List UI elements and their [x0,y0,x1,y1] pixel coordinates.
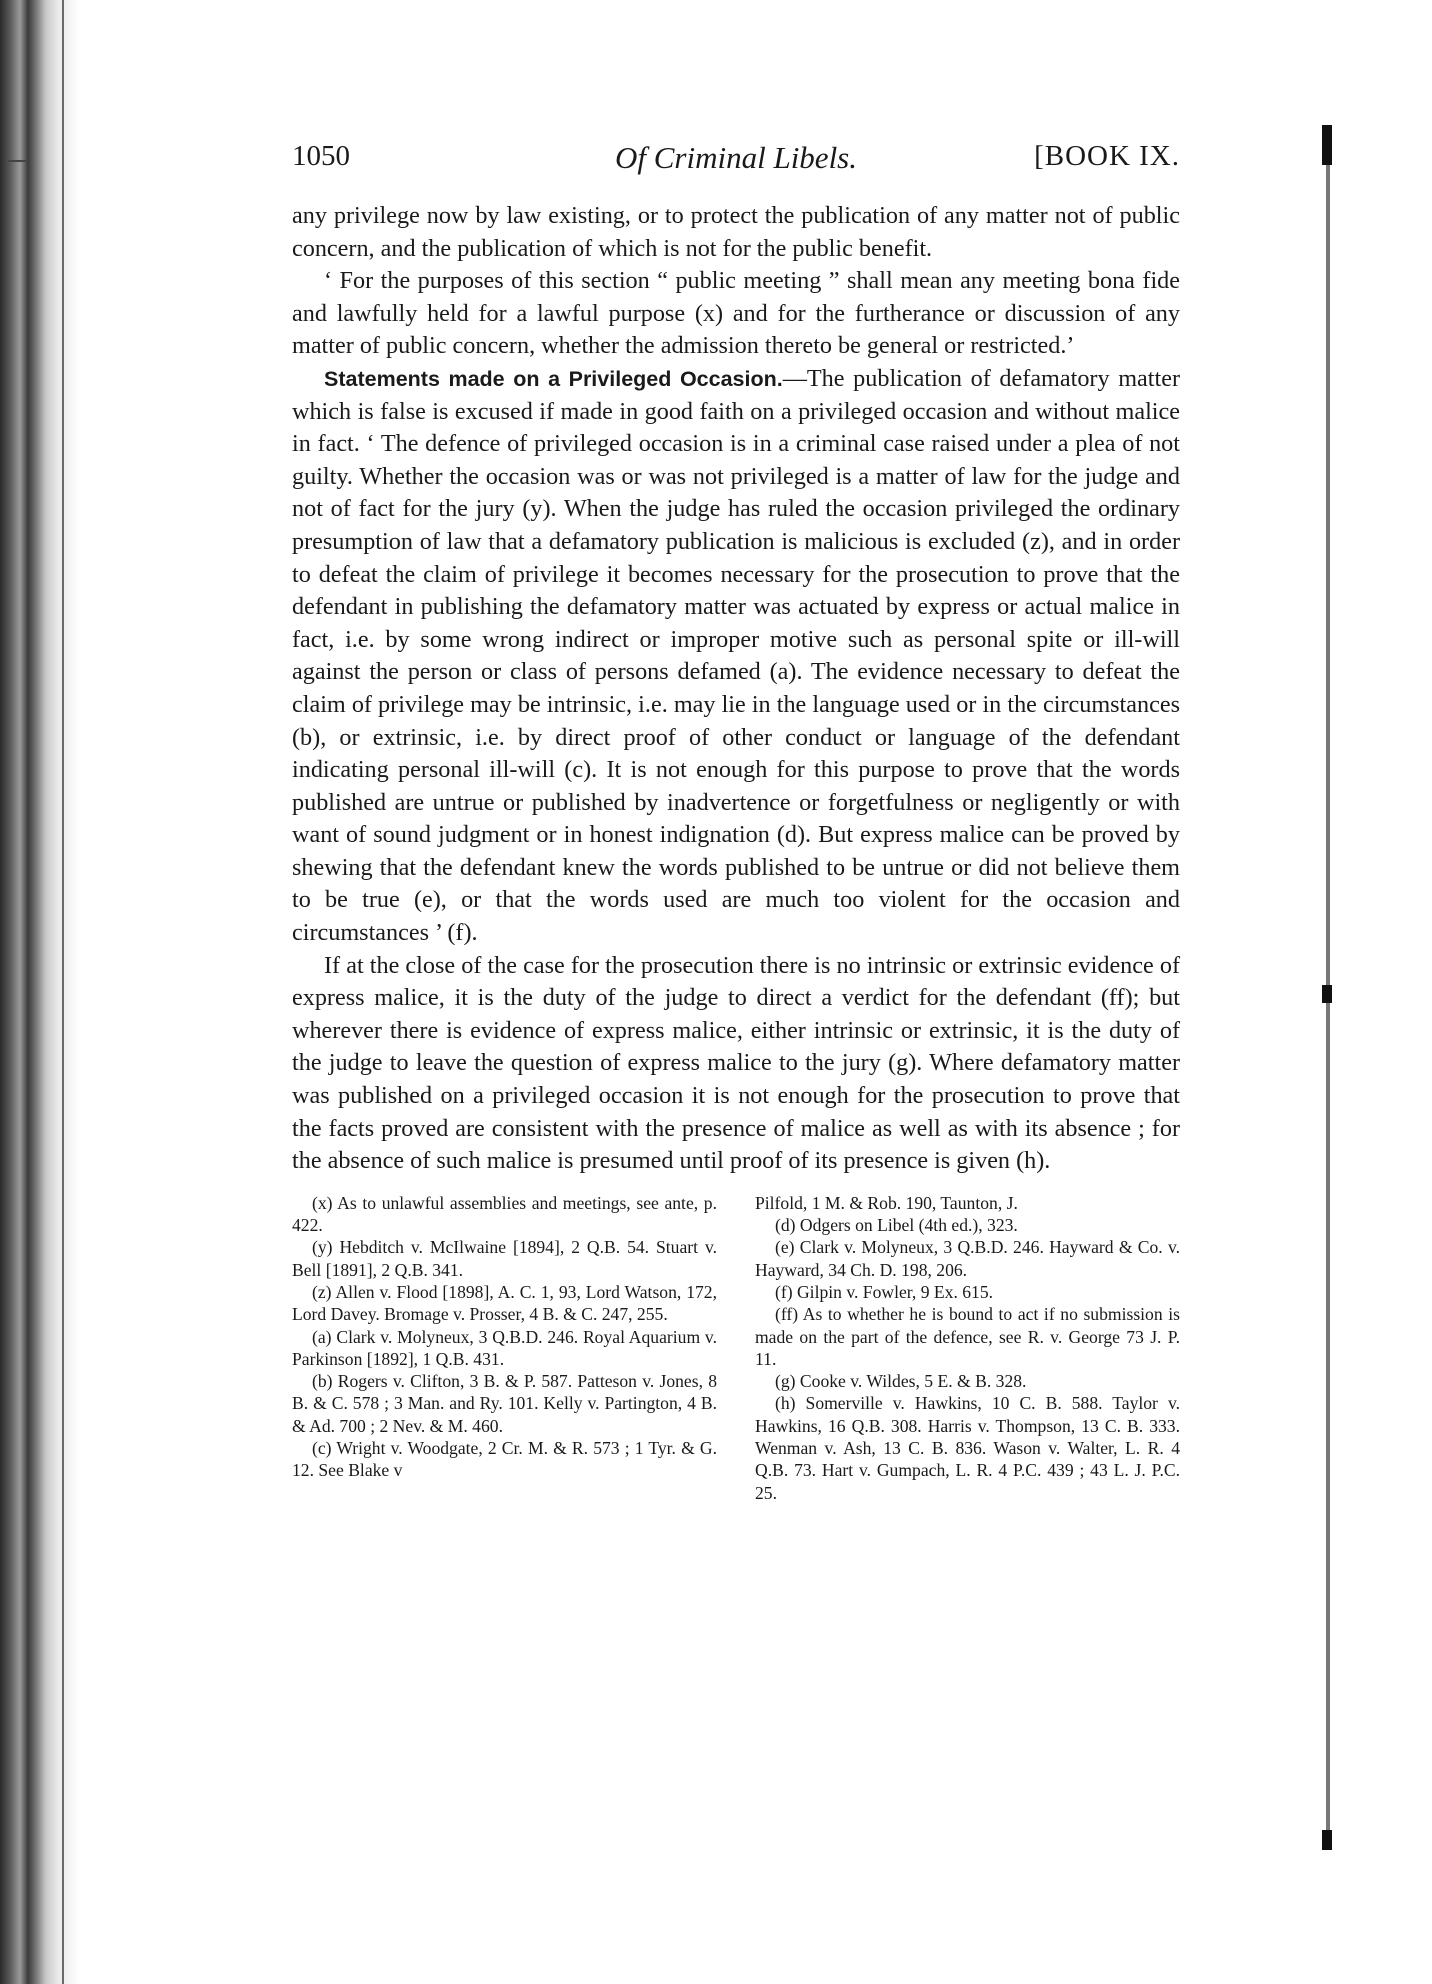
footnotes-right-column [755,1192,1180,1504]
paragraph-1: any privilege now by law existing, or to protect the publication of any matter not of public concern, and the publication of which is not for the public benefit. [292,202,1180,262]
book-binding-edge [0,0,78,1984]
page-edge-mark-middle [1322,985,1332,1003]
footnote-d: (d) Odgers on Libel (4th ed.), 323. [775,1215,1018,1236]
paragraph-3-text: —The publication of defamatory matter which is false is excused if made in good faith on a privileged occasion and without malice in fact. ‘ The defence of privileged occasion is in a criminal case raised under a plea of not guilty. Whether the occasion was or was not privileged is a matter of law for the judge and not of fact for the jury (y). When the judge has ruled the occasion privileged the ordinary presumption of law that a defamatory publication is malicious is excluded (z), and in order to defeat the claim of privilege it becomes necessary for the prosecution to prove that the defendant in publishing the defamatory matter was actuated by express or actual malice in fact, i.e. by some wrong indirect or improper motive such as personal spite or ill-will against the person or class of persons defamed (a). The evidence necessary to defeat the claim of privilege may be intrinsic, i.e. may lie in the language used or in the circumstances (b), or extrinsic, i.e. by direct proof of other conduct or language of the defendant indicating personal ill-will (c). It is not enough for this purpose to prove that the words published are untrue or published by inadvertence or forgetfulness or negligently or with want of sound judgment or in honest indignation (d). But express malice can be proved by shewing that the defendant knew the words published to be untrue or did not believe them to be true (e), or that the words used are much too violent for the occasion and circumstances ’ (f). [292,364,1181,947]
paragraph-2: ‘ For the purposes of this section “ public meeting ” shall mean any meeting bona fide and lawfully held for a lawful purpose (x) and for the furtherance or discussion of any matter of public concern, whether the admission thereto be general or restricted.’ [292,267,1180,360]
footnote-e: (e) Clark v. Molyneux, 3 Q.B.D. 246. Hayward & Co. v. Hayward, 34 Ch. D. 198, 206. [755,1237,1180,1280]
footnote-c-continued: Pilfold, 1 M. & Rob. 190, Taunton, J. [755,1192,1018,1213]
footnote-ff: (ff) As to whether he is bound to act if no submission is made on the part of the defence, see R. v. George 73 J. P. 11. [755,1304,1180,1369]
footnotes-left-column [292,1192,717,1482]
book-page [292,140,1181,1503]
footnote-x: (x) As to unlawful assemblies and meetings, see ante, p. 422. [292,1192,717,1236]
footnote-y: (y) Hebditch v. McIlwaine [1894], 2 Q.B. 54. Stuart v. Bell [1891], 2 Q.B. 341. [292,1237,717,1280]
section-heading: Statements made on a Privileged Occasion. [324,366,783,391]
binding-line [62,0,64,1984]
main-text [292,200,1180,1178]
book-label: [BOOK IX. [1034,140,1180,172]
footnote-g: (g) Cooke v. Wildes, 5 E. & B. 328. [775,1371,1027,1392]
page-edge-mark-bottom [1322,1830,1332,1850]
footnote-z: (z) Allen v. Flood [1898], A. C. 1, 93, Lord Watson, 172, Lord Davey. Bromage v. Prosser, 4 B. & C. 247, 255. [292,1282,717,1325]
page-edge-mark-top [1322,125,1332,165]
running-header [292,140,1180,186]
edge-mark [8,160,26,162]
footnote-f: (f) Gilpin v. Fowler, 9 Ex. 615. [775,1282,994,1302]
footnote-c: (c) Wright v. Woodgate, 2 Cr. M. & R. 573 ; 1 Tyr. & G. 12. See Blake v [292,1438,717,1481]
page-number: 1050 [292,140,350,172]
paragraph-4: If at the close of the case for the prosecution there is no intrinsic or extrinsic evidence of express malice, it is the duty of the judge to direct a verdict for the defendant (ff); but wherever there is evidence of express malice, either intrinsic or extrinsic, it is the duty of the judge to leave the question of express malice to the jury (g). Where defamatory matter was published on a privileged occasion it is not enough for the prosecution to prove that the facts proved are consistent with the presence of malice as well as with its absence ; for the absence of such malice is presumed until proof of its presence is given (h). [292,951,1180,1175]
footnote-b: (b) Rogers v. Clifton, 3 B. & P. 587. Patteson v. Jones, 8 B. & C. 578 ; 3 Man. and Ry. 101. Kelly v. Partington, 4 B. & Ad. 700 ; 2 Nev. & M. 460. [292,1371,717,1436]
footnote-a: (a) Clark v. Molyneux, 3 Q.B.D. 246. Royal Aquarium v. Parkinson [1892], 1 Q.B. 431. [292,1326,717,1369]
footnote-h: (h) Somerville v. Hawkins, 10 C. B. 588. Taylor v. Hawkins, 16 Q.B. 308. Harris v. Thompson, 13 C. B. 333. Wenman v. Ash, 13 C. B. 836. Wason v. Walter, L. R. 4 Q.B. 73. Hart v. Gumpach, L. R. 4 P.C. 439 ; 43 L. J. P.C. 25. [755,1393,1180,1503]
running-title: Of Criminal Libels. [614,140,857,175]
paragraph-3 [292,363,1180,950]
